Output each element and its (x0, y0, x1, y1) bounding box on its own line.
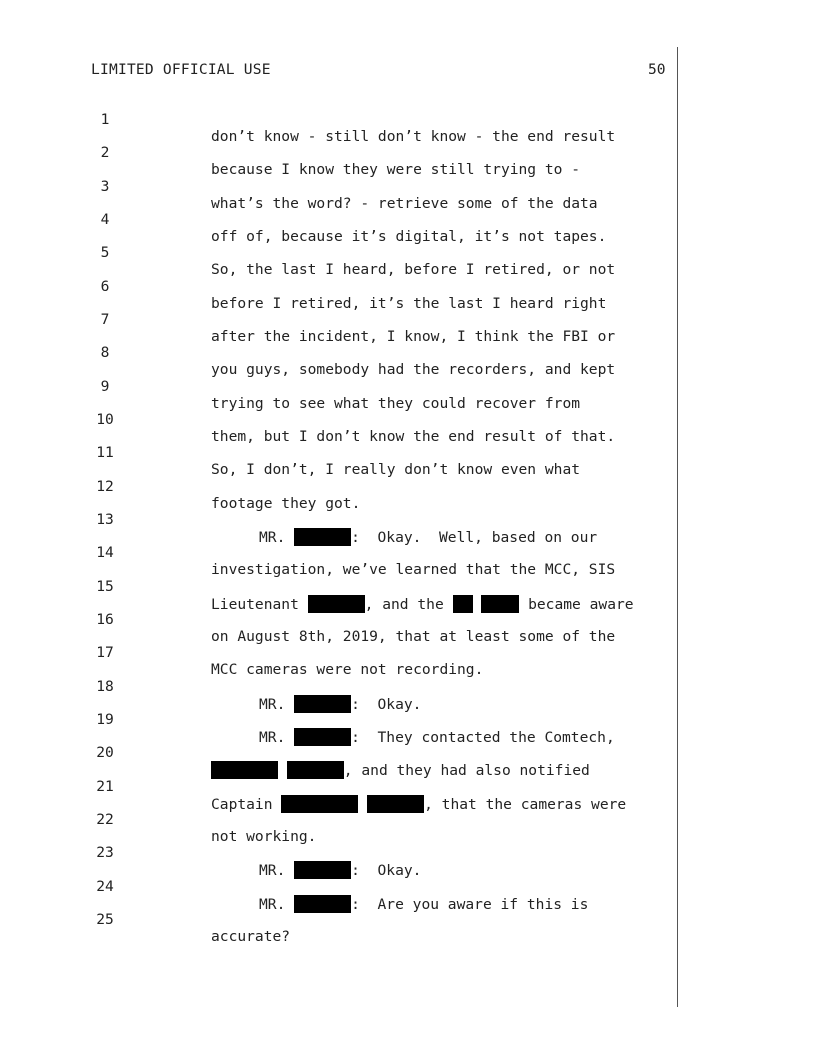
line-text: on August 8th, 2019, that at least some of the (211, 628, 616, 645)
line-text-part: , and the (364, 596, 453, 613)
redaction-box (294, 528, 351, 546)
line-number: 3 (100, 178, 110, 195)
line-text (211, 795, 626, 813)
line-number: 12 (96, 478, 114, 495)
line-number: 7 (100, 311, 110, 328)
line-number: 22 (96, 811, 114, 828)
line-number: 14 (96, 544, 114, 561)
line-number: 1 (100, 111, 110, 128)
transcript-line (0, 461, 361, 512)
line-text-rest: : Okay. Well, based on our (351, 529, 598, 546)
line-text-rest: : Okay. (351, 862, 422, 879)
line-text: not working. (211, 828, 317, 845)
speaker-label: MR. (259, 896, 286, 913)
line-text: MCC cameras were not recording. (211, 661, 484, 678)
line-number: 23 (96, 844, 114, 861)
line-text: because I know they were still trying to - (211, 161, 581, 178)
line-text: them, but I don’t know the end result of that. (211, 428, 616, 445)
redaction-box (367, 795, 424, 813)
line-number: 18 (96, 678, 114, 695)
line-text-rest: : Okay. (351, 696, 422, 713)
redaction-box (308, 595, 365, 613)
redaction-box (481, 595, 519, 613)
line-text-part: , that the cameras were (424, 796, 627, 813)
line-text-rest: , and they had also notified (343, 762, 590, 779)
speaker-label: MR. (259, 696, 286, 713)
line-text: So, the last I heard, before I retired, or not (211, 261, 616, 278)
line-text (259, 895, 588, 913)
line-text: accurate? (211, 928, 291, 945)
classification-header: LIMITED OFFICIAL USE (91, 61, 271, 78)
redaction-box (453, 595, 473, 613)
redaction-box (287, 761, 344, 779)
redaction-box (294, 895, 351, 913)
line-number: 24 (96, 878, 114, 895)
right-margin-rule (677, 47, 678, 1007)
line-text-rest: : Are you aware if this is (351, 896, 589, 913)
line-text-part: Lieutenant (211, 596, 308, 613)
line-number: 9 (100, 378, 110, 395)
line-text: what’s the word? - retrieve some of the data (211, 195, 598, 212)
line-text-part: Captain (211, 796, 282, 813)
line-number: 11 (96, 444, 114, 461)
line-number: 25 (96, 911, 114, 928)
speaker-label: MR. (259, 529, 286, 546)
line-text: after the incident, I know, I think the FBI or (211, 328, 616, 345)
redaction-box (294, 695, 351, 713)
speaker-label: MR. (259, 862, 286, 879)
line-number: 15 (96, 578, 114, 595)
redaction-box (211, 761, 278, 779)
line-number: 17 (96, 644, 114, 661)
line-number: 13 (96, 511, 114, 528)
page-number: 50 (648, 61, 666, 78)
line-number: 20 (96, 744, 114, 761)
line-text: off of, because it’s digital, it’s not tapes. (211, 228, 607, 245)
line-text: don’t know - still don’t know - the end result (211, 128, 616, 145)
line-text (259, 528, 597, 546)
line-number: 10 (96, 411, 114, 428)
line-number: 21 (96, 778, 114, 795)
line-text: So, I don’t, I really don’t know even what (211, 461, 581, 478)
redaction-box (294, 728, 351, 746)
line-text: trying to see what they could recover from (211, 395, 581, 412)
line-number: 8 (100, 344, 110, 361)
redaction-box (281, 795, 358, 813)
speaker-label: MR. (259, 729, 286, 746)
line-text-rest: : They contacted the Comtech, (351, 729, 615, 746)
redaction-box (294, 861, 351, 879)
line-number: 4 (100, 211, 110, 228)
line-number: 16 (96, 611, 114, 628)
line-text: before I retired, it’s the last I heard right (211, 295, 607, 312)
line-number: 2 (100, 144, 110, 161)
line-text (211, 595, 634, 613)
line-text-part: became aware (519, 596, 634, 613)
line-number: 6 (100, 278, 110, 295)
line-text: investigation, we’ve learned that the MCC, SIS (211, 561, 616, 578)
line-number: 19 (96, 711, 114, 728)
line-text (211, 761, 590, 779)
transcript-line (0, 94, 616, 145)
line-text (259, 728, 615, 746)
line-text: footage they got. (211, 495, 361, 512)
line-text (259, 695, 421, 713)
line-text: you guys, somebody had the recorders, and kept (211, 361, 616, 378)
line-text (259, 861, 421, 879)
line-number: 5 (100, 244, 110, 261)
